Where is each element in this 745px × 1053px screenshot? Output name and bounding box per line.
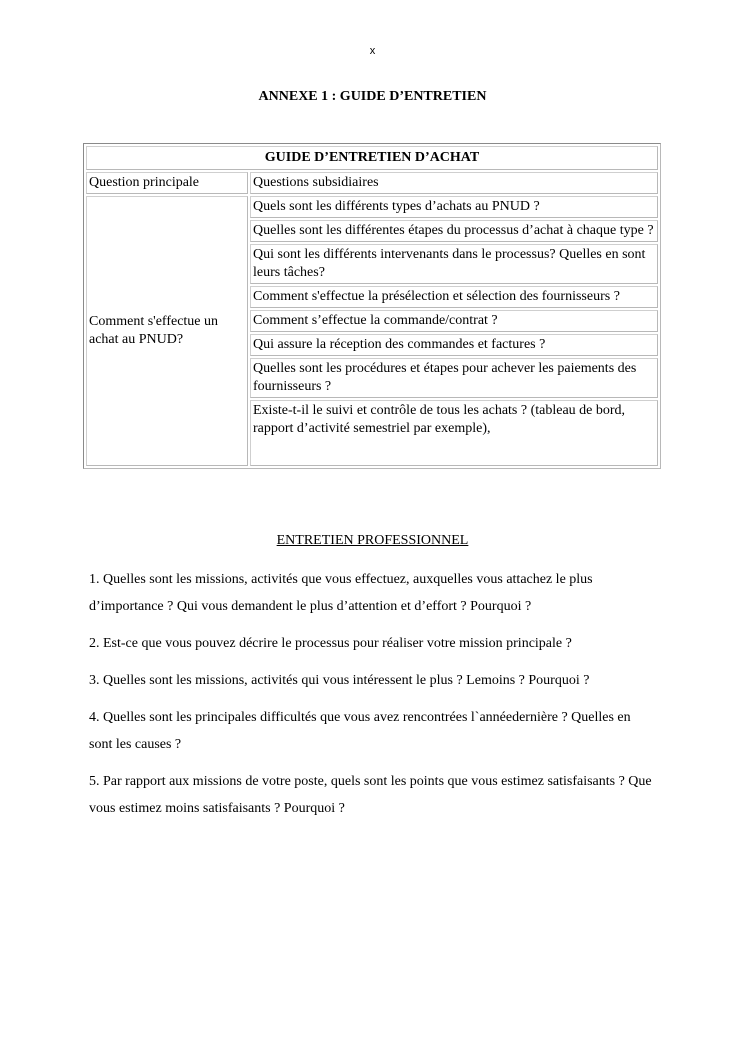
table-title-row <box>86 146 658 170</box>
sub-question-cell: Quels sont les différents types d’achats au PNUD ? <box>250 196 658 218</box>
section-title: ENTRETIEN PROFESSIONNEL <box>276 533 469 548</box>
table-row <box>86 196 658 218</box>
sub-question-cell: Comment s'effectue la présélection et sélection des fournisseurs ? <box>250 286 658 308</box>
interview-question-4: 4. Quelles sont les principales difficultés que vous avez rencontrées l`annéedernière ? Quelles en sont les causes ? <box>89 710 631 752</box>
table-title: GUIDE D’ENTRETIEN D’ACHAT <box>86 146 658 170</box>
sub-question-cell: Qui assure la réception des commandes et factures ? <box>250 334 658 356</box>
interview-guide-table <box>83 143 661 469</box>
interview-question-2: 2. Est-ce que vous pouvez décrire le processus pour réaliser votre mission principale ? <box>89 636 572 651</box>
column-header-main-question: Question principale <box>86 172 248 194</box>
interview-question-5: 5. Par rapport aux missions de votre poste, quels sont les points que vous estimez satisfaisants ? Que vous estimez moins satisfaisants ? Pourquoi ? <box>89 774 652 816</box>
column-header-sub-questions: Questions subsidiaires <box>250 172 658 194</box>
interview-question-1: 1. Quelles sont les missions, activités que vous effectuez, auxquelles vous attachez le plus d’importance ? Qui vous demandent le plus d’attention et d’effort ? Pourquoi ? <box>89 572 593 614</box>
annex-title: ANNEXE 1 : GUIDE D’ENTRETIEN <box>258 89 487 104</box>
interview-question-3: 3. Quelles sont les missions, activités qui vous intéressent le plus ? Lemoins ? Pourquoi ? <box>89 673 590 688</box>
sub-question-cell: Comment s’effectue la commande/contrat ? <box>250 310 658 332</box>
sub-question-cell: Existe-t-il le suivi et contrôle de tous les achats ? (tableau de bord, rapport d’activité semestriel par exemple), <box>250 400 658 466</box>
table-header-row <box>86 172 658 194</box>
page-marker: x <box>369 45 376 57</box>
sub-question-cell: Quelles sont les différentes étapes du processus d’achat à chaque type ? <box>250 220 658 242</box>
main-question-cell: Comment s'effectue un achat au PNUD? <box>86 196 248 466</box>
sub-question-cell: Quelles sont les procédures et étapes pour achever les paiements des fournisseurs ? <box>250 358 658 398</box>
sub-question-cell: Qui sont les différents intervenants dans le processus? Quelles en sont leurs tâches? <box>250 244 658 284</box>
professional-interview-questions <box>89 566 657 832</box>
